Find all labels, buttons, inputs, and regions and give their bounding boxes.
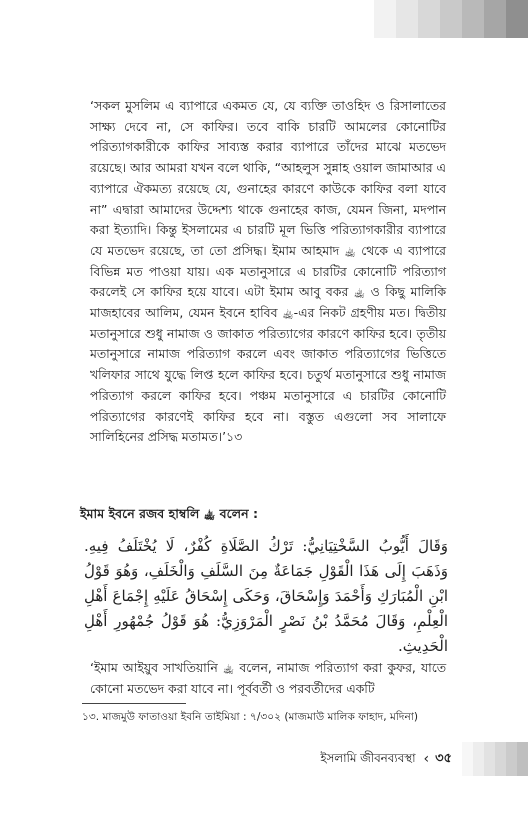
footnote: ১৩. মাজমুউ ফাতাওয়া ইবনি তাইমিয়া : ৭/৩০২ (মাজমাউ মালিক ফাহাদ, মদিনা) — [82, 711, 418, 723]
header-block — [462, 0, 484, 38]
header-block — [374, 0, 396, 38]
chevron-left-icon: ‹ — [423, 751, 430, 767]
page-number: ৩৫ — [435, 750, 452, 766]
footer-block — [473, 742, 484, 776]
footer-block — [506, 742, 517, 776]
header-block — [484, 0, 506, 38]
header-block — [418, 0, 440, 38]
translation-paragraph: ‘ইমাম আইয়ুব সাখতিয়ানি ﵀ বলেন, নামাজ পরিত্যাগ করা কুফর, যাতে কোনো মতভেদ করা যাবে না। পূর্ববর্তী ও পরবর্তীদের একটি — [90, 660, 446, 696]
footnote-divider — [82, 703, 186, 704]
header-block — [440, 0, 462, 38]
section-heading: ইমাম ইবনে রজব হাম্বলি ﵀ বলেন : — [80, 506, 259, 521]
footer-gradient-bar — [462, 742, 528, 776]
footer-block — [495, 742, 506, 776]
page-footer — [320, 742, 528, 776]
footer-block — [484, 742, 495, 776]
header-block — [506, 0, 528, 38]
running-title: ইসলামি জীবনব্যবস্থা — [320, 751, 416, 765]
header-block — [396, 0, 418, 38]
arabic-quote: وَقَالَ أَيُّوبُ السَّخْتِيَانِيُّ: تَرْكُ الصَّلَاةِ كُفْرٌ، لَا يُخْتَلَفُ فِيهِ. وَذَهَبَ إِلَى هَذَا الْقَوْلِ جَمَاعَةٌ مِنَ السَّلَفِ وَالْخَلَفِ، وَهُوَ قَوْلُ ابْنِ الْمُبَارَكِ وَأَحْمَدَ وَإِسْحَاقَ، وَحَكَى إِسْحَاقُ عَلَيْهِ إِجْمَاعَ أَهْلِ الْعِلْمِ، وَقَالَ مُحَمَّدُ بْنُ نَصْرٍ الْمَرْوَزِيُّ: هُوَ قَوْلُ جُمْهُورِ أَهْلِ الْحَدِيثِ. — [84, 537, 448, 655]
footer-block — [517, 742, 528, 776]
main-paragraph: ‘সকল মুসলিম এ ব্যাপারে একমত যে, যে ব্যক্তি তাওহিদ ও রিসালাতের সাক্ষ্য দেবে না, সে কাফির। তবে বাকি চারটি আমলের কোনোটির পরিত্যাগকারীকে কাফির সাব্যস্ত করার ব্যাপারে তাঁদের মাঝে মতভেদ রয়েছে। আর আমরা যখন বলে থাকি, “আহলুস সুন্নাহ ওয়াল জামাআর এ ব্যাপারে ঐকমত্য রয়েছে যে, গুনাহের কারণে কাউকে কাফির বলা যাবে না” এদ্বারা আমাদের উদ্দেশ্য থাকে গুনাহের কাজ, যেমন জিনা, মদপান করা ইত্যাদি। কিন্তু ইসলামের এ চারটি মূল ভিত্তি পরিত্যাগকারীর ব্যাপারে যে মতভেদ রয়েছে, তা তো প্রসিদ্ধ। ইমাম আহমাদ ﵀ থেকে এ ব্যাপারে বিভিন্ন মত পাওয়া যায়। এক মতানুসারে এ চারটির কোনোটি পরিত্যাগ করলেই সে কাফির হয়ে যাবে। এটা ইমাম আবু বকর ﵀ ও কিছু মালিকি মাজহাবের আলিম, যেমন ইবনে হাবিব ﵀-এর নিকট গ্রহণীয় মত। দ্বিতীয় মতানুসারে শুধু নামাজ ও জাকাত পরিত্যাগের কারণে কাফির হবে। তৃতীয় মতানুসারে নামাজ পরিত্যাগ করলে এবং জাকাত পরিত্যাগের ভিত্তিতে খলিফার সাথে যুদ্ধে লিপ্ত হলে কাফির হবে। চতুর্থ মতানুসারে শুধু নামাজ পরিত্যাগ করলে কাফির হবে। পঞ্চম মতানুসারে এ চারটির কোনোটি পরিত্যাগের কারণেই কাফির হবে না। বস্তুত এগুলো সব সালাফে সালিহিনের প্রসিদ্ধ মতামত।’১৩ — [90, 98, 446, 445]
footer-block — [462, 742, 473, 776]
header-decoration — [374, 0, 528, 38]
